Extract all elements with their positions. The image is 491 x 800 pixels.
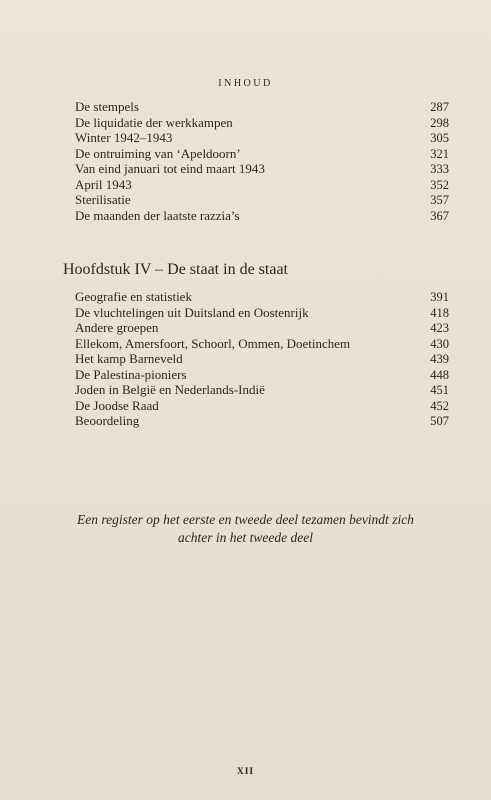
toc-entry-page: 321 bbox=[430, 146, 449, 161]
toc-entry bbox=[75, 177, 449, 193]
toc-entry bbox=[75, 336, 449, 352]
register-note bbox=[40, 511, 451, 547]
toc-entry-page: 357 bbox=[430, 193, 449, 207]
page-number: XII bbox=[236, 767, 255, 777]
toc-entry-title: De liquidatie der werkkampen bbox=[75, 114, 233, 130]
toc-entry-page: 452 bbox=[430, 398, 449, 413]
chapter-heading: Hoofdstuk IV – De staat in de staat bbox=[63, 261, 288, 278]
toc-entry-page: 418 bbox=[430, 305, 449, 320]
toc-entry-title: De stempels bbox=[75, 99, 139, 114]
toc-entry-title: De ontruiming van ‘Apeldoorn’ bbox=[75, 145, 241, 161]
toc-entry-page: 367 bbox=[430, 208, 449, 223]
toc-entry-title: Beoordeling bbox=[75, 413, 140, 428]
toc-entry-title: Sterilisatie bbox=[75, 192, 131, 207]
toc-entry-page: 430 bbox=[430, 336, 449, 351]
toc-entry bbox=[75, 351, 449, 367]
toc-entry-page: 352 bbox=[430, 177, 449, 192]
toc-entry bbox=[75, 130, 449, 146]
toc-entry bbox=[75, 289, 449, 305]
toc-entry-title: Ellekom, Amersfoort, Schoorl, Ommen, Doetinchem bbox=[75, 335, 351, 351]
toc-entry-page: 333 bbox=[430, 162, 449, 176]
toc-entry bbox=[75, 208, 449, 224]
toc-entry-title: De Joodse Raad bbox=[75, 397, 159, 413]
toc-entry-page: 451 bbox=[430, 383, 449, 397]
toc-section-1 bbox=[75, 99, 449, 223]
toc-entry-page: 287 bbox=[430, 100, 449, 114]
toc-entry-title: Winter 1942–1943 bbox=[75, 130, 173, 145]
toc-entry bbox=[75, 115, 449, 131]
register-note-line: Een register op het eerste en tweede deel tezamen bevindt zich bbox=[77, 512, 414, 527]
toc-entry-page: 507 bbox=[430, 414, 449, 428]
toc-entry bbox=[75, 367, 449, 383]
toc-entry bbox=[75, 192, 449, 208]
toc-entry bbox=[75, 320, 449, 336]
toc-entry-title: Van eind januari tot eind maart 1943 bbox=[75, 161, 265, 176]
toc-entry bbox=[75, 382, 449, 398]
toc-entry bbox=[75, 398, 449, 414]
toc-entry-title: Joden in België en Nederlands-Indië bbox=[75, 382, 265, 397]
toc-section-2 bbox=[75, 289, 449, 429]
toc-entry bbox=[75, 99, 449, 115]
toc-entry bbox=[75, 305, 449, 321]
toc-entry-title: April 1943 bbox=[75, 176, 132, 192]
toc-entry-page: 439 bbox=[430, 352, 449, 366]
running-head: INHOUD bbox=[218, 78, 273, 89]
toc-entry-title: De maanden der laatste razzia’s bbox=[75, 207, 240, 223]
toc-entry bbox=[75, 161, 449, 177]
toc-entry-title: De Palestina-pioniers bbox=[75, 366, 187, 382]
toc-entry-page: 423 bbox=[430, 321, 449, 335]
toc-entry-title: Het kamp Barneveld bbox=[75, 351, 183, 366]
toc-entry-title: Geografie en statistiek bbox=[75, 289, 192, 304]
toc-entry-page: 391 bbox=[430, 290, 449, 304]
toc-entry-title: Andere groepen bbox=[75, 320, 159, 335]
toc-entry-page: 298 bbox=[430, 115, 449, 130]
toc-entry-page: 305 bbox=[430, 131, 449, 145]
toc-entry bbox=[75, 146, 449, 162]
register-note-line: achter in het tweede deel bbox=[178, 530, 313, 545]
toc-entry bbox=[75, 413, 449, 429]
toc-entry-page: 448 bbox=[430, 367, 449, 382]
toc-entry-title: De vluchtelingen uit Duitsland en Oostenrijk bbox=[75, 304, 309, 320]
